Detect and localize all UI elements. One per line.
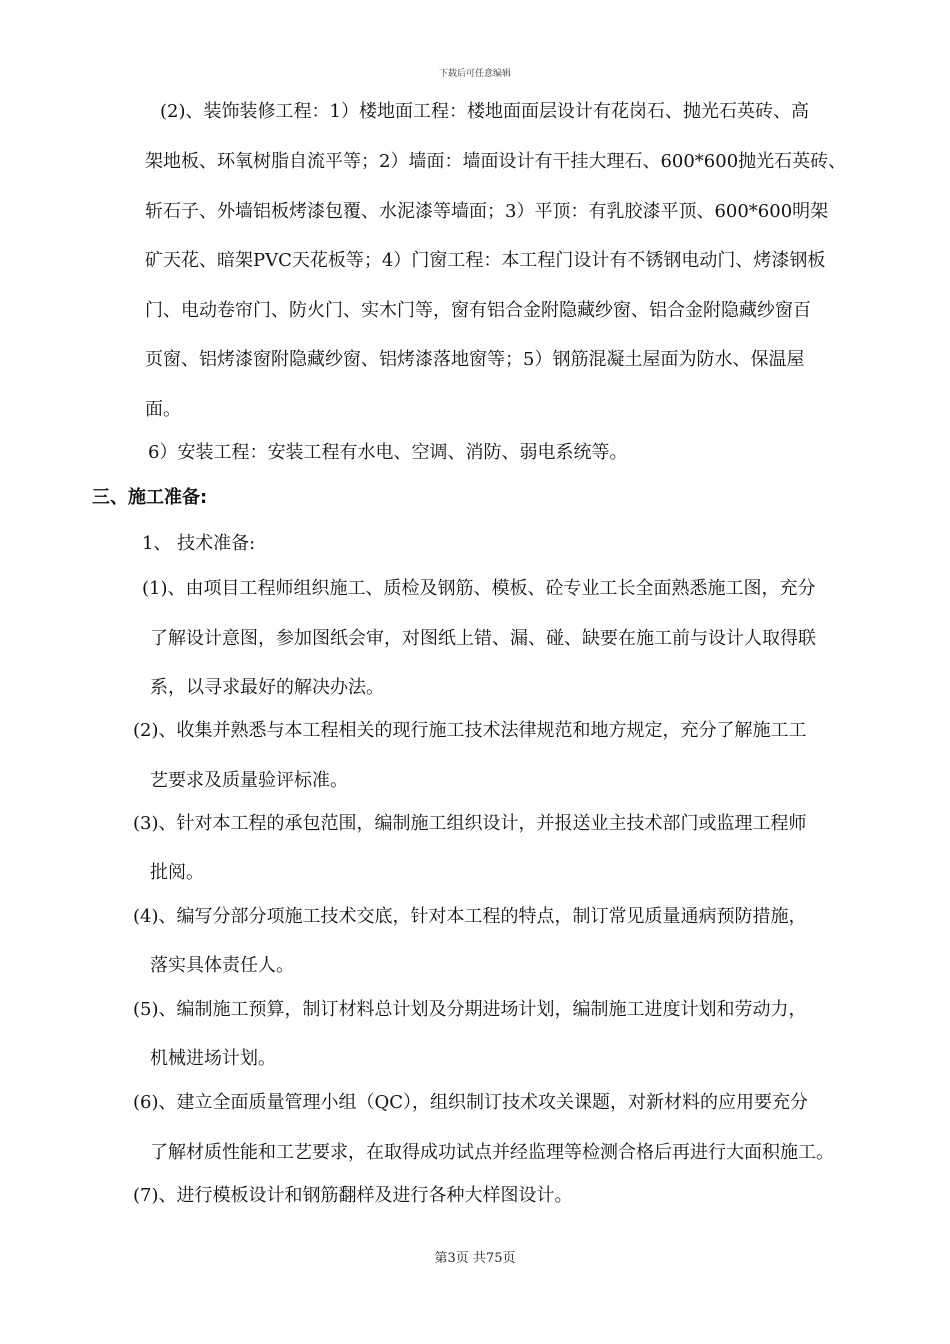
list-item-line: (6)、建立全面质量管理小组（QC），组织制订技术攻关课题，对新材料的应用要充分	[133, 1092, 809, 1113]
list-item-line: (2)、收集并熟悉与本工程相关的现行施工技术法律规范和地方规定，充分了解施工工	[133, 720, 807, 741]
paragraph-line: 架地板、环氧树脂自流平等；2）墙面：墙面设计有干挂大理石、600*600抛光石英砖、	[145, 151, 847, 172]
list-item-line: 批阅。	[150, 862, 204, 883]
list-item-line: (7)、进行模板设计和钢筋翻样及进行各种大样图设计。	[133, 1185, 573, 1206]
list-item-line: 了解设计意图，参加图纸会审，对图纸上错、漏、碰、缺要在施工前与设计人取得联	[150, 628, 816, 649]
list-item-line: 艺要求及质量验评标准。	[150, 770, 348, 791]
paragraph-line: 斩石子、外墙铝板烤漆包覆、水泥漆等墙面；3）平顶：有乳胶漆平顶、600*600明架	[145, 201, 829, 222]
page-header: 下载后可任意编辑	[438, 69, 511, 79]
subsection-heading: 1、 技术准备:	[142, 533, 256, 554]
paragraph-line: 门、电动卷帘门、防火门、实木门等，窗有铝合金附隐藏纱窗、铝合金附隐藏纱窗百	[145, 300, 811, 321]
list-item-line: (5)、编制施工预算，制订材料总计划及分期进场计划，编制施工进度计划和劳动力，	[133, 999, 807, 1020]
list-item-line: 了解材质性能和工艺要求，在取得成功试点并经监理等检测合格后再进行大面积施工。	[150, 1142, 834, 1163]
paragraph-line: 矿天花、暗架PVC天花板等；4）门窗工程：本工程门设计有不锈钢电动门、烤漆钢板	[145, 250, 826, 271]
list-item-line: 机械进场计划。	[150, 1048, 276, 1069]
section-heading: 三、施工准备:	[92, 487, 208, 508]
paragraph-line: 页窗、铝烤漆窗附隐藏纱窗、铝烤漆落地窗等；5）钢筋混凝土屋面为防水、保温屋	[145, 349, 805, 370]
list-item-line: (1)、由项目工程师组织施工、质检及钢筋、模板、砼专业工长全面熟悉施工图，充分	[142, 578, 816, 599]
paragraph-line: 6）安装工程：安装工程有水电、空调、消防、弱电系统等。	[148, 442, 628, 463]
paragraph-line: (2)、装饰装修工程：1）楼地面工程：楼地面面层设计有花岗石、抛光石英砖、高	[160, 101, 809, 122]
list-item-line: (4)、编写分部分项施工技术交底，针对本工程的特点，制订常见质量通病预防措施，	[133, 906, 807, 927]
page-footer: 第3页 共75页	[434, 1251, 516, 1266]
paragraph-line: 面。	[145, 399, 181, 420]
list-item-line: 落实具体责任人。	[150, 955, 294, 976]
list-item-line: (3)、针对本工程的承包范围，编制施工组织设计，并报送业主技术部门或监理工程师	[133, 813, 807, 834]
list-item-line: 系，以寻求最好的解决办法。	[150, 677, 384, 698]
